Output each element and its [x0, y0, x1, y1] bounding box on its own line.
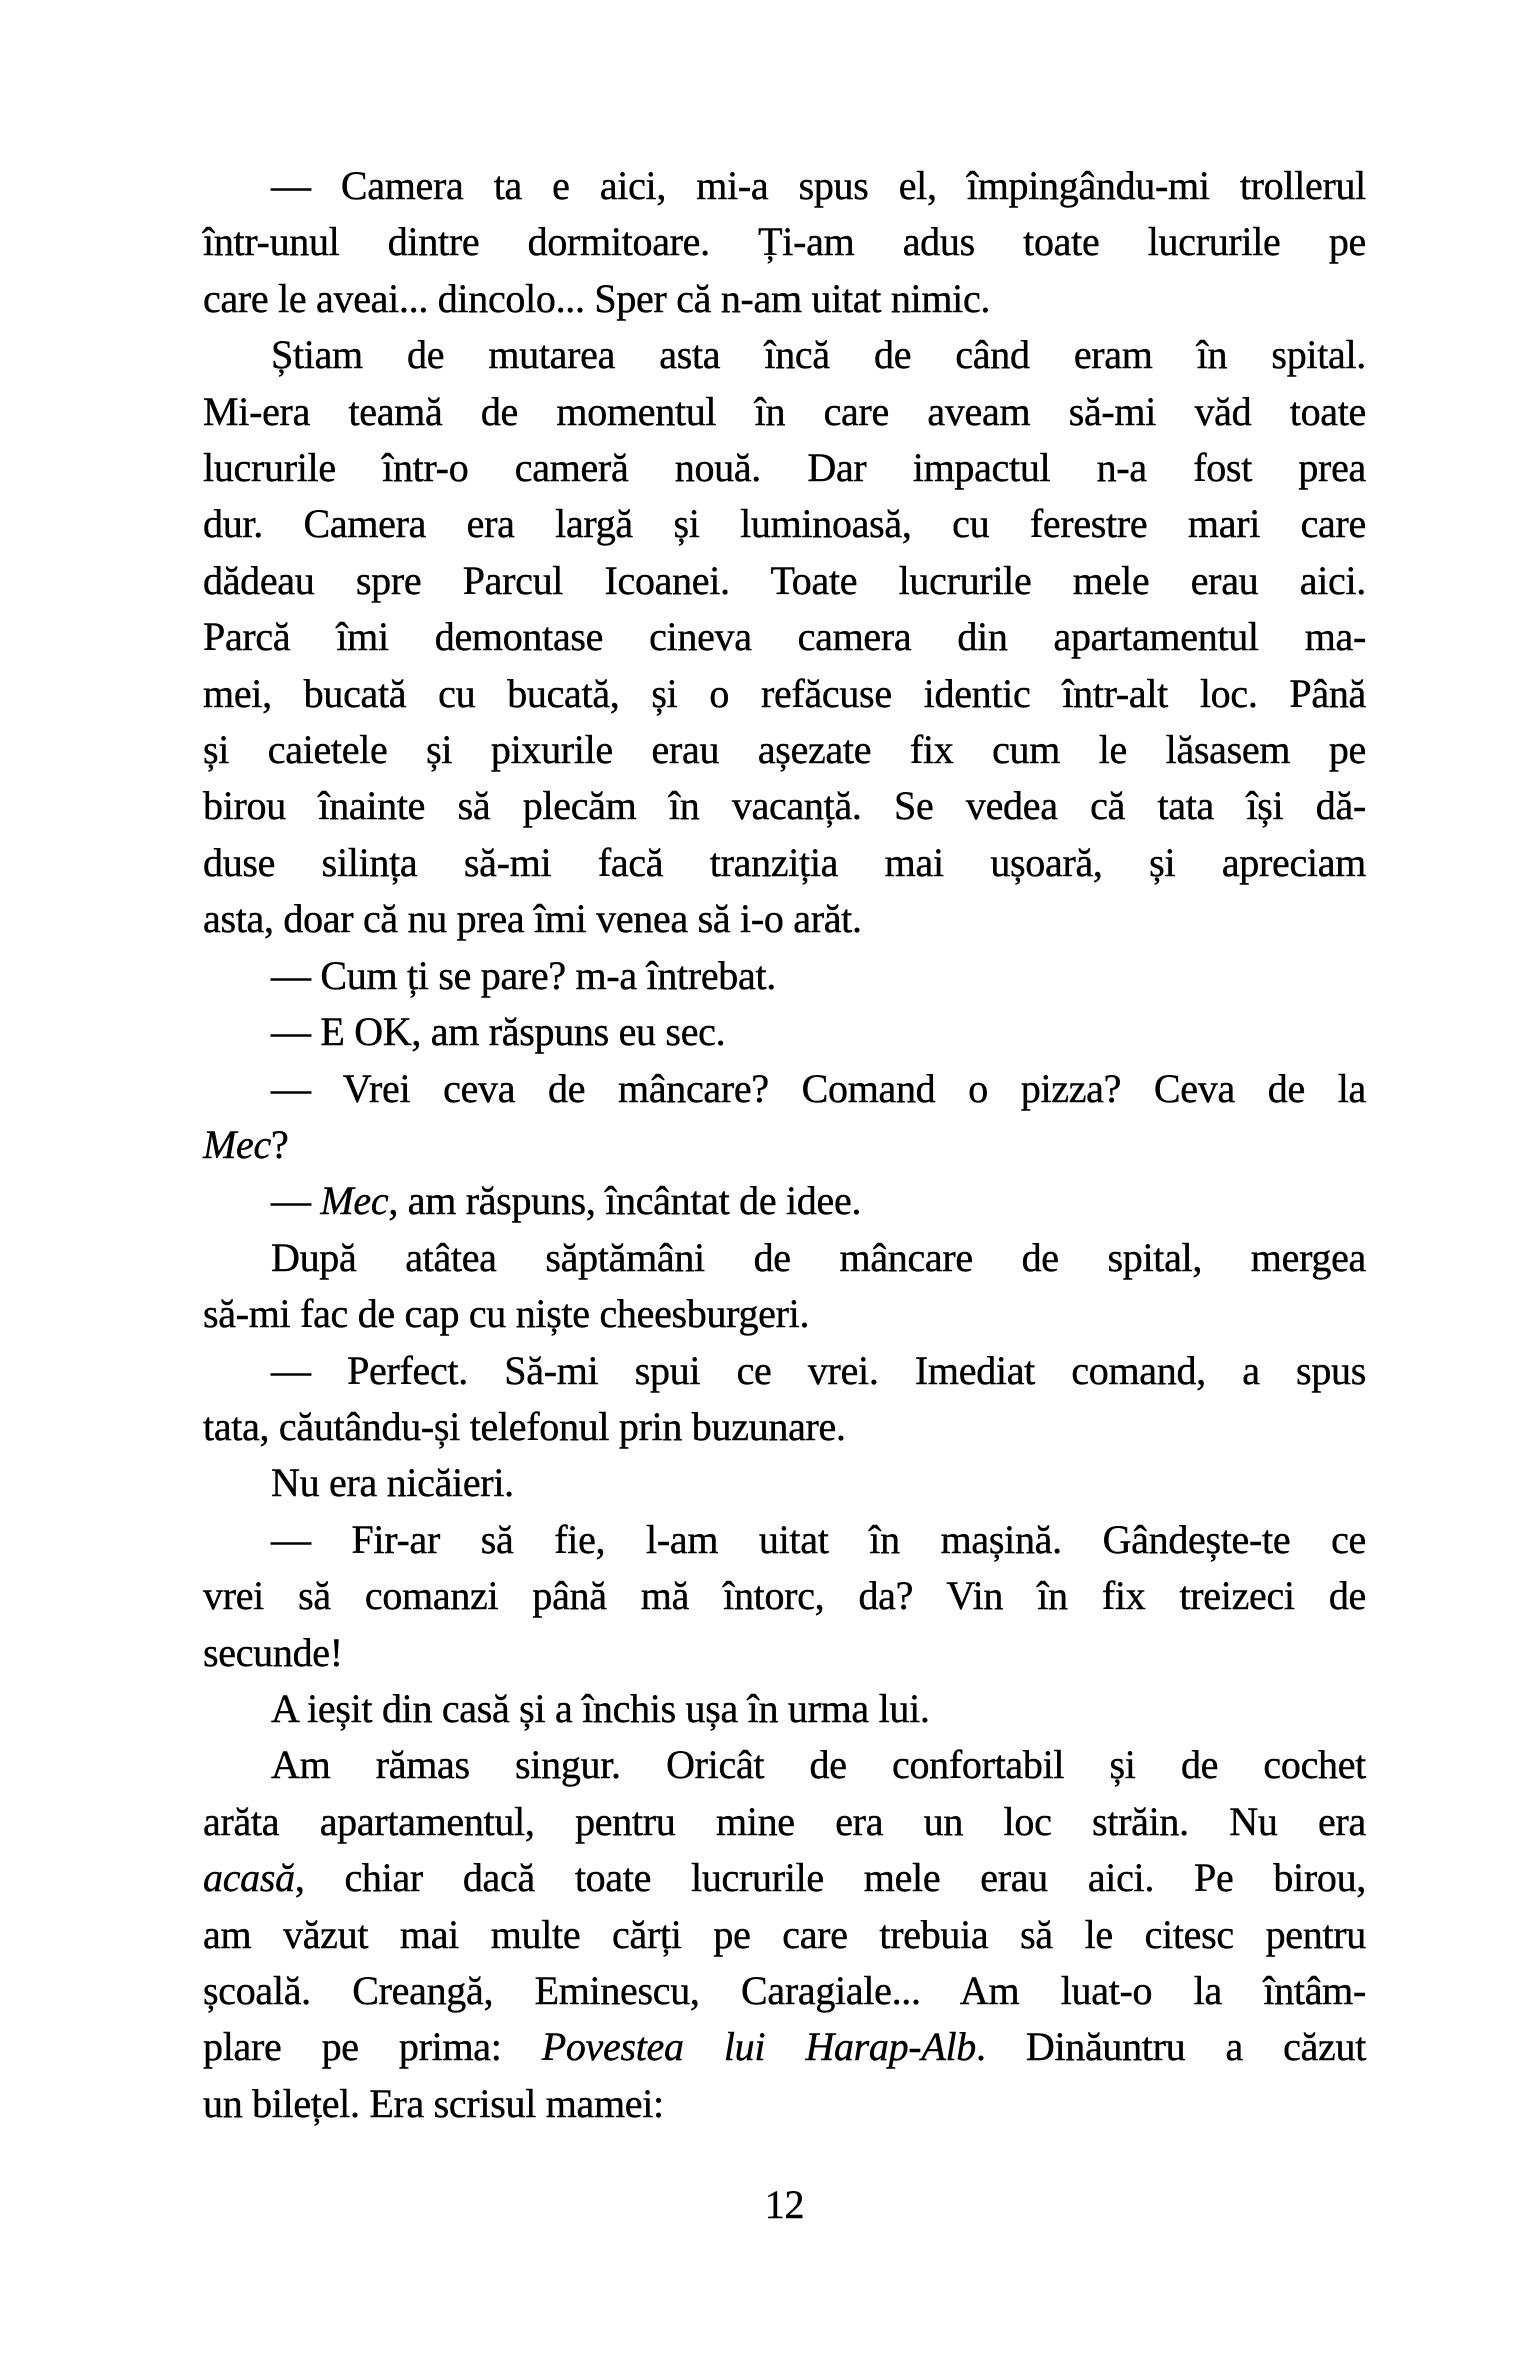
- text-line: [203, 271, 1366, 327]
- text-run: într-unul dintre dormitoare. Ți-am adus toate lucrurile pe: [203, 219, 1366, 265]
- text-run: plare pe prima:: [203, 2024, 542, 2070]
- text-line: [203, 1399, 1366, 1455]
- text-line: [203, 1286, 1366, 1342]
- text-run: Am rămas singur. Oricât de confortabil și de cochet: [271, 1742, 1366, 1788]
- text-line: [203, 1230, 1366, 1286]
- text-run: care le aveai... dincolo... Sper că n-am uitat nimic.: [203, 275, 991, 321]
- text-line: [203, 1907, 1366, 1963]
- text-line: [203, 1625, 1366, 1681]
- text-run: duse silința să-mi facă tranziția mai ușoară, și apreciam: [203, 839, 1366, 885]
- text-run: — Perfect. Să-mi spui ce vrei. Imediat comand, a spus: [271, 1347, 1366, 1393]
- text-line: [203, 948, 1366, 1004]
- text-line: [203, 891, 1366, 947]
- text-run: birou înainte să plecăm în vacanță. Se vedea că tata își dă-: [203, 783, 1366, 829]
- text-run: dur. Camera era largă și luminoasă, cu ferestre mari care: [203, 501, 1366, 547]
- text-line: [203, 1173, 1366, 1229]
- text-line: [203, 1455, 1366, 1511]
- text-run: . Dinăuntru a căzut: [975, 2024, 1367, 2070]
- text-line: [203, 1512, 1366, 1568]
- text-run: am văzut mai multe cărți pe care trebuia să le citesc pentru: [203, 1911, 1366, 1957]
- text-run: școală. Creangă, Eminescu, Caragiale... Am luat-o la întâm-: [203, 1968, 1366, 2013]
- text-line: [203, 384, 1366, 440]
- text-line: [203, 327, 1366, 383]
- text-run: — Vrei ceva de mâncare? Comand o pizza? Ceva de la: [271, 1065, 1366, 1111]
- text-run: vrei să comanzi până mă întorc, da? Vin în fix treizeci de: [203, 1573, 1366, 1619]
- text-line: [203, 835, 1366, 891]
- text-run: Mi-era teamă de momentul în care aveam să-mi văd toate: [203, 388, 1366, 434]
- text-run: tata, căutându-și telefonul prin buzunare.: [203, 1403, 846, 1449]
- text-run: dădeau spre Parcul Icoanei. Toate lucrurile mele erau aici.: [203, 557, 1366, 603]
- text-line: [203, 1737, 1366, 1793]
- text-block: [203, 158, 1366, 2233]
- text-run: lucrurile într-o cameră nouă. Dar impactul n-a fost prea: [203, 445, 1366, 491]
- text-line: [203, 2076, 1366, 2132]
- text-line: [203, 666, 1366, 722]
- text-run: , chiar dacă toate lucrurile mele erau aici. Pe birou,: [294, 1855, 1366, 1901]
- text-run: Nu era nicăieri.: [271, 1460, 514, 1506]
- text-run-italic: Mec: [320, 1178, 389, 1224]
- text-run: — Camera ta e aici, mi-a spus el, împingându-mi trollerul: [271, 163, 1366, 208]
- text-run: ?: [270, 1121, 289, 1167]
- text-line: [203, 1568, 1366, 1624]
- text-run: mei, bucată cu bucată, și o refăcuse identic într-alt loc. Până: [203, 670, 1366, 716]
- page-number: 12: [764, 2182, 805, 2228]
- text-line: [203, 440, 1366, 496]
- text-run: arăta apartamentul, pentru mine era un loc străin. Nu era: [203, 1798, 1366, 1844]
- text-run: să-mi fac de cap cu niște cheesburgeri.: [203, 1291, 810, 1337]
- text-line: [203, 1061, 1366, 1117]
- text-line: [203, 496, 1366, 552]
- text-run: Știam de mutarea asta încă de când eram în spital.: [271, 332, 1366, 378]
- text-run: , am răspuns, încântat de idee.: [388, 1178, 862, 1224]
- text-run-italic: Povestea lui Harap-Alb: [541, 2024, 976, 2070]
- text-run: — E OK, am răspuns eu sec.: [271, 1009, 726, 1055]
- text-run-italic: Mec: [203, 1121, 271, 1167]
- text-line: [203, 1117, 1366, 1173]
- text-run: —: [271, 1178, 321, 1224]
- text-run: După atâtea săptămâni de mâncare de spital, mergea: [271, 1234, 1366, 1280]
- text-line: [203, 553, 1366, 609]
- text-run: Parcă îmi demontase cineva camera din apartamentul ma-: [203, 614, 1366, 660]
- text-line: [203, 778, 1366, 834]
- text-line: [203, 2019, 1366, 2075]
- text-line: [203, 1850, 1366, 1906]
- text-line: [203, 214, 1366, 270]
- text-run: A ieșit din casă și a închis ușa în urma lui.: [271, 1685, 930, 1731]
- text-line: [203, 1004, 1366, 1060]
- text-run: — Fir-ar să fie, l-am uitat în mașină. Gândește-te ce: [271, 1516, 1366, 1562]
- text-run: și caietele și pixurile erau așezate fix cum le lăsasem pe: [203, 727, 1366, 773]
- text-line: [203, 158, 1366, 214]
- text-run: asta, doar că nu prea îmi venea să i-o arăt.: [203, 896, 862, 942]
- text-line: [203, 1794, 1366, 1850]
- text-line: [203, 1681, 1366, 1737]
- text-line: [203, 1963, 1366, 2019]
- text-run: — Cum ți se pare? m-a întrebat.: [271, 952, 776, 998]
- text-run: secunde!: [203, 1629, 343, 1675]
- text-run-italic: acasă: [203, 1855, 295, 1901]
- text-run: un bilețel. Era scrisul mamei:: [203, 2080, 664, 2126]
- text-line: [203, 1343, 1366, 1399]
- text-line: [203, 722, 1366, 778]
- text-line: [203, 609, 1366, 665]
